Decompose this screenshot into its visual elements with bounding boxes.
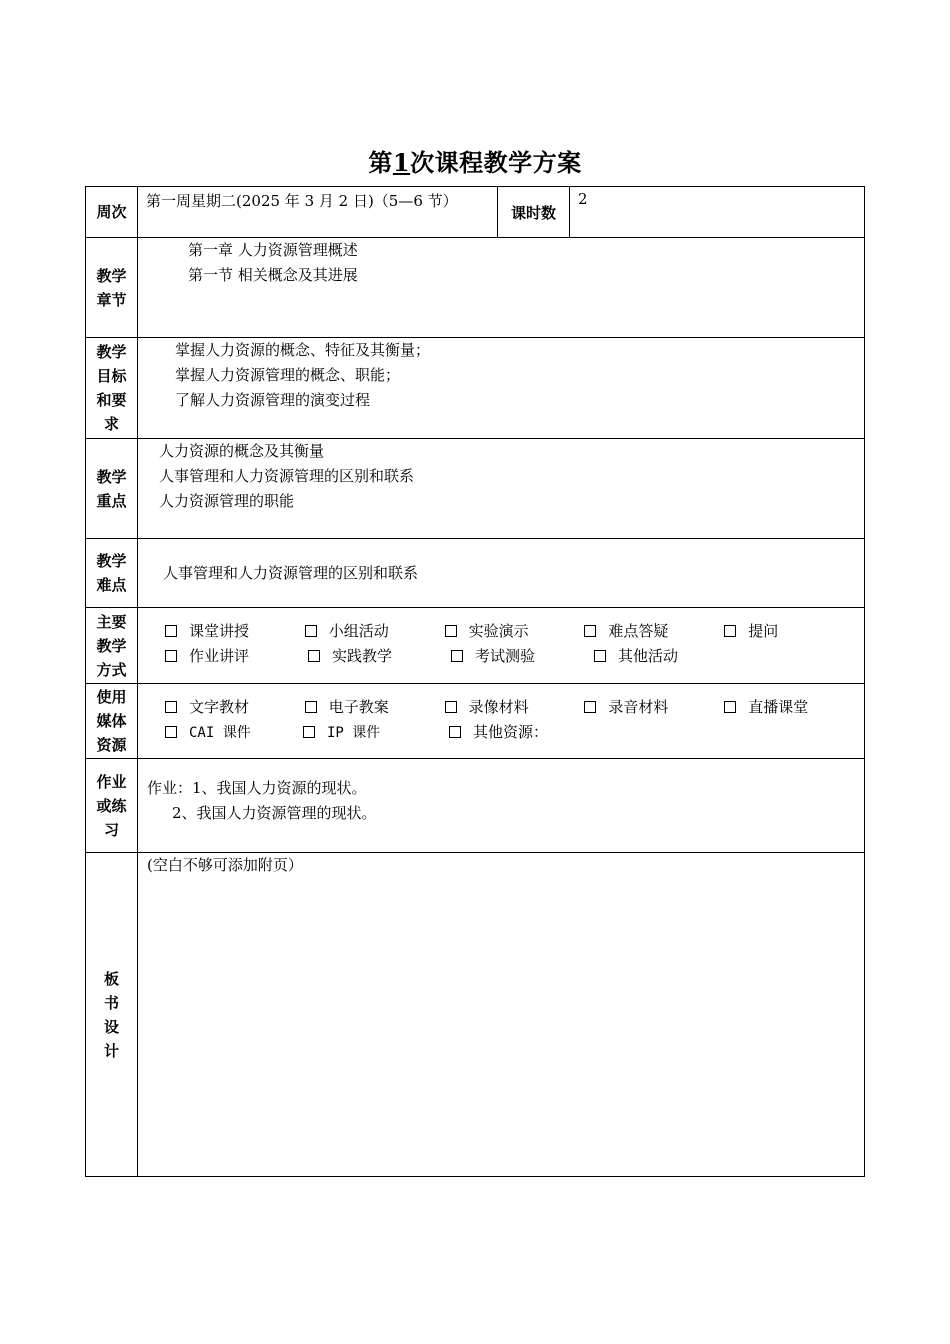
checkbox-icon[interactable] bbox=[165, 625, 177, 637]
media-option[interactable]: 其他资源： bbox=[449, 720, 592, 746]
row-homework bbox=[86, 759, 865, 853]
row-difficulties bbox=[86, 539, 865, 608]
method-option[interactable]: 小组活动 bbox=[305, 619, 445, 644]
checkbox-icon[interactable] bbox=[594, 650, 606, 662]
method-option[interactable]: 实践教学 bbox=[308, 644, 451, 669]
method-option[interactable]: 作业讲评 bbox=[165, 644, 308, 669]
media-option[interactable]: 录音材料 bbox=[584, 695, 724, 720]
row-week bbox=[86, 187, 865, 238]
objectives-label: 教学 目标 和要 求 bbox=[86, 338, 138, 439]
method-option[interactable]: 其他活动 bbox=[594, 644, 737, 669]
media-option[interactable]: 电子教案 bbox=[305, 695, 445, 720]
hours-label: 课时数 bbox=[498, 187, 570, 238]
media-label: 使用 媒体 资源 bbox=[86, 684, 138, 759]
checkbox-icon[interactable] bbox=[584, 625, 596, 637]
checkbox-icon[interactable] bbox=[165, 701, 177, 713]
hours-value: 2 bbox=[570, 187, 865, 238]
media-option[interactable]: 文字教材 bbox=[165, 695, 305, 720]
method-option[interactable]: 实验演示 bbox=[445, 619, 585, 644]
key-points-label: 教学 重点 bbox=[86, 439, 138, 539]
checkbox-icon[interactable] bbox=[165, 726, 177, 738]
homework-label: 作业 或练 习 bbox=[86, 759, 138, 853]
media-options bbox=[138, 684, 865, 759]
week-label: 周次 bbox=[86, 187, 138, 238]
row-board bbox=[86, 853, 865, 1177]
checkbox-icon[interactable] bbox=[724, 701, 736, 713]
media-option[interactable]: CAI 课件 bbox=[165, 720, 303, 746]
chapter-label: 教学 章节 bbox=[86, 238, 138, 338]
row-media bbox=[86, 684, 865, 759]
row-objectives bbox=[86, 338, 865, 439]
difficulties-content: 人事管理和人力资源管理的区别和联系 bbox=[138, 539, 865, 608]
media-option[interactable]: IP 课件 bbox=[303, 720, 449, 746]
method-option[interactable]: 提问 bbox=[724, 619, 864, 644]
checkbox-icon[interactable] bbox=[305, 625, 317, 637]
row-key-points bbox=[86, 439, 865, 539]
row-methods bbox=[86, 608, 865, 684]
method-option[interactable]: 考试测验 bbox=[451, 644, 594, 669]
checkbox-icon[interactable] bbox=[308, 650, 320, 662]
chapter-content: 第一章 人力资源管理概述 第一节 相关概念及其进展 bbox=[138, 238, 865, 338]
lesson-plan-table bbox=[85, 186, 865, 1177]
checkbox-icon[interactable] bbox=[724, 625, 736, 637]
media-option[interactable]: 直播课堂 bbox=[724, 695, 864, 720]
week-value: 第一周星期二(2025 年 3 月 2 日)（5—6 节） bbox=[138, 187, 498, 238]
methods-label: 主要 教学 方式 bbox=[86, 608, 138, 684]
objectives-content: 掌握人力资源的概念、特征及其衡量； 掌握人力资源管理的概念、职能； 了解人力资源管理的演变过程 bbox=[138, 338, 865, 439]
methods-options bbox=[138, 608, 865, 684]
method-option[interactable]: 课堂讲授 bbox=[165, 619, 305, 644]
checkbox-icon[interactable] bbox=[451, 650, 463, 662]
difficulties-label: 教学 难点 bbox=[86, 539, 138, 608]
method-option[interactable]: 难点答疑 bbox=[584, 619, 724, 644]
row-chapter bbox=[86, 238, 865, 338]
media-option[interactable]: 录像材料 bbox=[445, 695, 585, 720]
checkbox-icon[interactable] bbox=[584, 701, 596, 713]
checkbox-icon[interactable] bbox=[305, 701, 317, 713]
checkbox-icon[interactable] bbox=[445, 701, 457, 713]
board-content[interactable]: (空白不够可添加附页） bbox=[138, 853, 865, 1177]
checkbox-icon[interactable] bbox=[445, 625, 457, 637]
key-points-content: 人力资源的概念及其衡量 人事管理和人力资源管理的区别和联系 人力资源管理的职能 bbox=[138, 439, 865, 539]
page-title: 第1次课程教学方案 bbox=[368, 148, 582, 177]
checkbox-icon[interactable] bbox=[449, 726, 461, 738]
checkbox-icon[interactable] bbox=[303, 726, 315, 738]
checkbox-icon[interactable] bbox=[165, 650, 177, 662]
homework-content: 作业：1、我国人力资源的现状。 2、我国人力资源管理的现状。 bbox=[138, 759, 865, 853]
board-label: 板 书 设 计 bbox=[86, 853, 138, 1177]
